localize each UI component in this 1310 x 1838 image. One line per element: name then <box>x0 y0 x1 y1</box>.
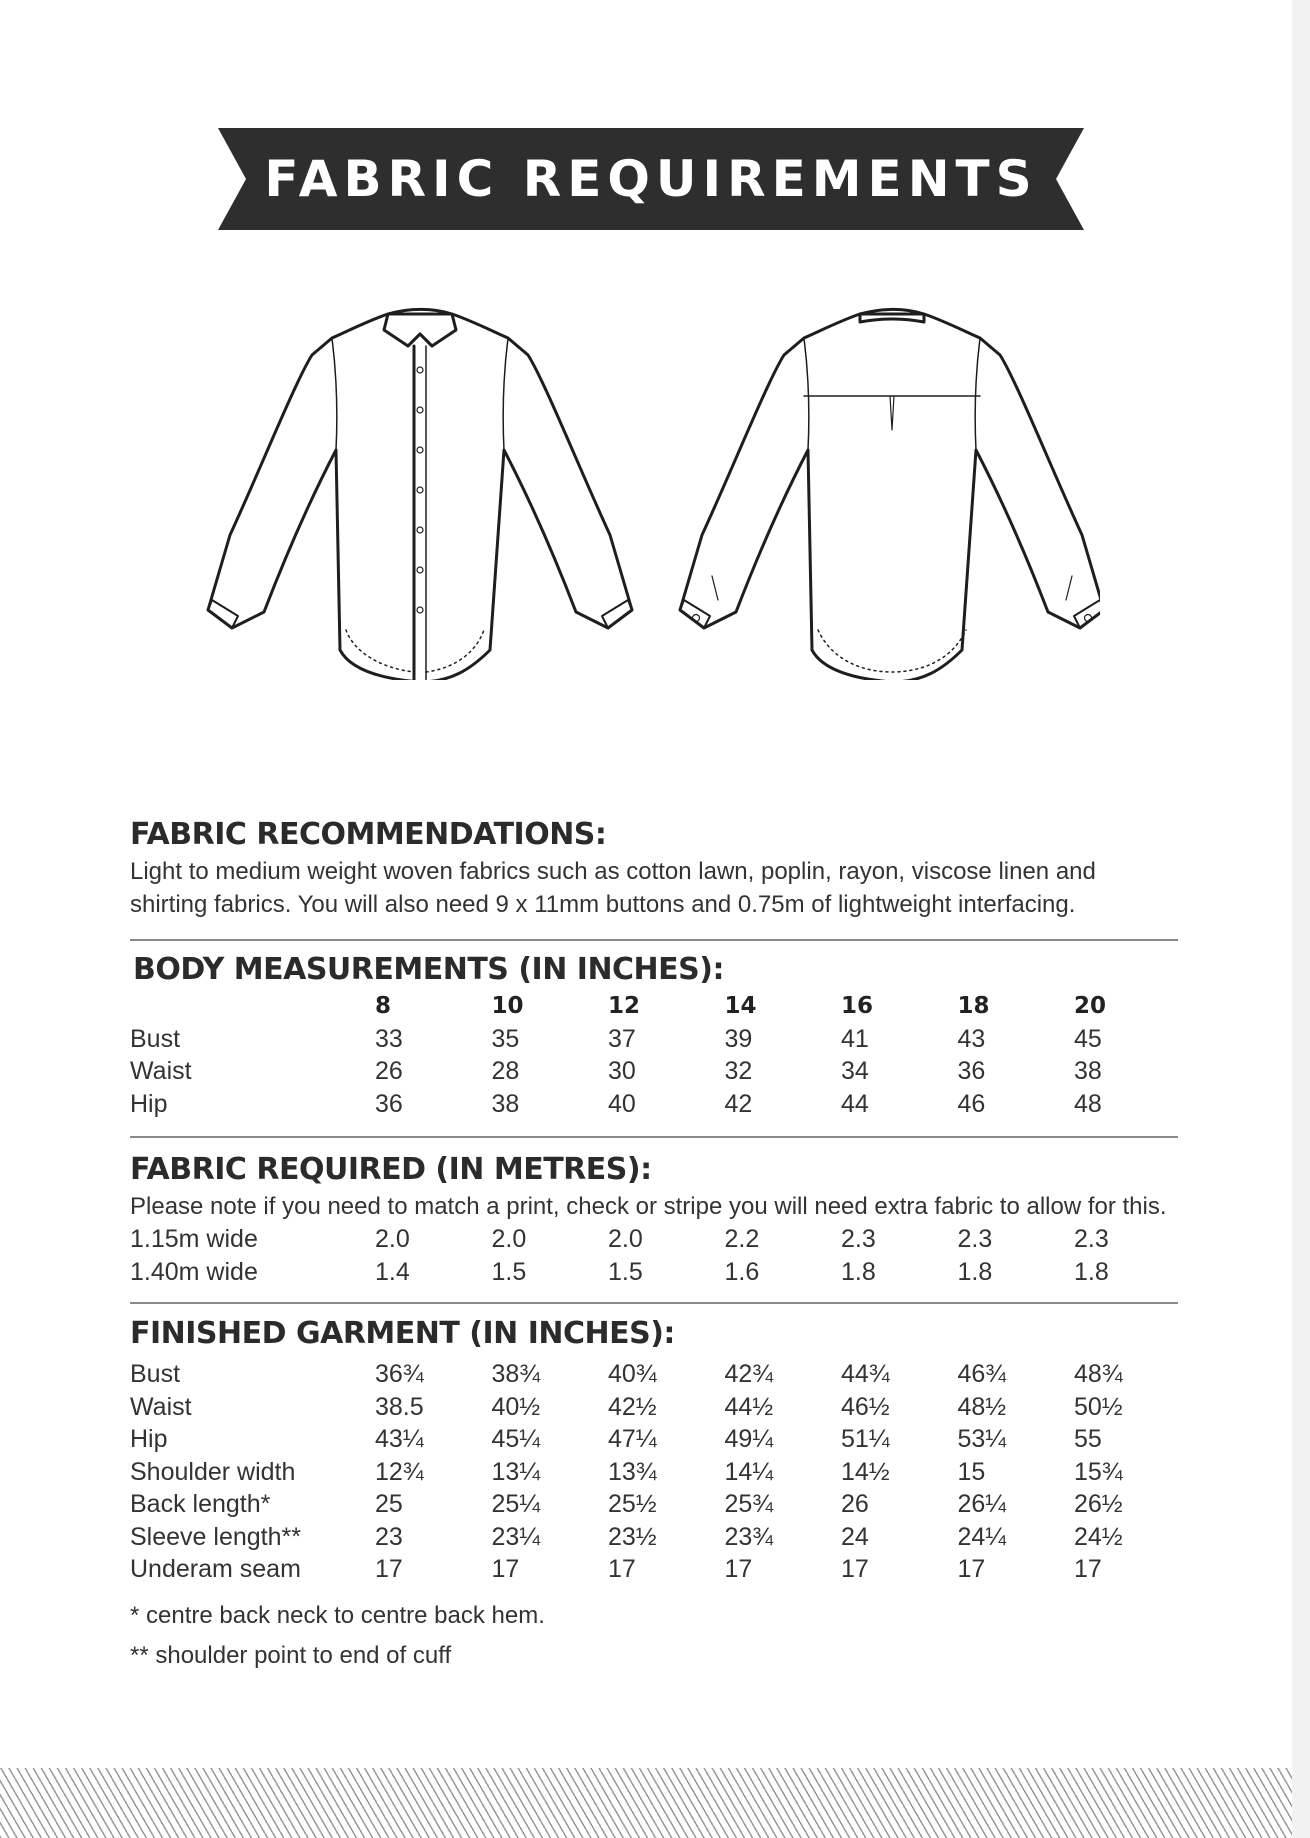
table-cell: 48 <box>1074 1089 1102 1118</box>
table-cell: 2.3 <box>1074 1225 1109 1253</box>
row-label: Back length* <box>130 1490 271 1518</box>
table-cell: 30 <box>608 1057 636 1085</box>
table-cell: 2.0 <box>375 1225 410 1253</box>
table-cell: 24¼ <box>957 1522 1007 1551</box>
table-cell: 17 <box>491 1555 520 1583</box>
table-cell: 55 <box>1074 1425 1102 1453</box>
table-cell: 38.5 <box>375 1392 424 1421</box>
table-cell: 44¾ <box>841 1360 890 1388</box>
table-cell: 41 <box>841 1024 869 1053</box>
fabric-recommendations-text: Light to medium weight woven fabrics such as cotton lawn, poplin, rayon, viscose linen and shirting fabrics. You will also need 9 x 11mm buttons and 0.75m of lightweight interfacing. <box>130 858 1096 918</box>
size-header: 16 <box>841 993 874 1019</box>
row-label: Waist <box>130 1057 192 1085</box>
table-cell: 35 <box>491 1024 520 1053</box>
table-cell: 25¾ <box>724 1490 774 1518</box>
table-cell: 36¾ <box>375 1360 424 1388</box>
table-cell: 2.3 <box>841 1225 876 1253</box>
table-cell: 17 <box>608 1555 636 1583</box>
table-cell: 15 <box>957 1457 986 1486</box>
row-label: Bust <box>130 1360 181 1388</box>
table-cell: 38¾ <box>491 1360 541 1388</box>
shirt-back-drawing <box>680 310 1100 681</box>
table-cell: 46 <box>957 1089 986 1118</box>
table-cell: 40¾ <box>608 1360 657 1388</box>
table-cell: 38 <box>491 1089 520 1118</box>
table-cell: 36 <box>375 1089 403 1118</box>
table-cell: 45 <box>1074 1024 1102 1053</box>
size-header: 12 <box>608 993 641 1019</box>
row-label: Underam seam <box>130 1555 301 1583</box>
footnote: * centre back neck to centre back hem. <box>130 1601 545 1629</box>
page-edge <box>1292 0 1310 1838</box>
table-cell: 46½ <box>841 1392 890 1421</box>
table-cell: 1.5 <box>608 1257 643 1286</box>
row-label: Hip <box>130 1089 168 1118</box>
table-cell: 24 <box>841 1522 869 1551</box>
table-cell: 50½ <box>1074 1392 1123 1421</box>
table-cell: 26½ <box>1074 1490 1123 1518</box>
hatched-footer-band <box>0 1768 1292 1838</box>
table-cell: 1.4 <box>375 1257 410 1286</box>
table-cell: 17 <box>957 1555 986 1583</box>
fabric-recommendations-heading: FABRIC RECOMMENDATIONS: <box>130 817 607 852</box>
table-cell: 2.0 <box>491 1225 527 1253</box>
size-header: 18 <box>957 993 990 1019</box>
table-cell: 43¼ <box>375 1425 424 1453</box>
row-label: Sleeve length** <box>130 1522 301 1551</box>
table-cell: 42½ <box>608 1392 657 1421</box>
table-cell: 42¾ <box>724 1360 774 1388</box>
row-label: Shoulder width <box>130 1457 296 1486</box>
table-cell: 24½ <box>1074 1522 1123 1551</box>
table-cell: 17 <box>1074 1555 1102 1583</box>
finished-garment-heading: FINISHED GARMENT (IN INCHES): <box>130 1316 675 1351</box>
table-cell: 1.8 <box>957 1257 993 1286</box>
table-cell: 40½ <box>491 1392 541 1421</box>
table-cell: 1.8 <box>841 1257 876 1286</box>
table-cell: 32 <box>724 1057 753 1085</box>
table-cell: 1.8 <box>1074 1257 1109 1286</box>
table-cell: 40 <box>608 1089 636 1118</box>
table-cell: 26 <box>375 1057 403 1085</box>
divider <box>130 939 1178 941</box>
table-cell: 44 <box>841 1089 869 1118</box>
fabric-info <box>130 815 1178 1676</box>
table-cell: 33 <box>375 1024 403 1053</box>
table-cell: 49¼ <box>724 1425 774 1453</box>
table-cell: 47¼ <box>608 1425 657 1453</box>
row-label: 1.15m wide <box>130 1225 258 1253</box>
footnote: ** shoulder point to end of cuff <box>130 1641 452 1669</box>
shirt-front-drawing <box>208 310 632 681</box>
row-label: 1.40m wide <box>130 1257 258 1286</box>
table-cell: 25¼ <box>491 1490 541 1518</box>
table-cell: 42 <box>724 1089 753 1118</box>
finished-garment-table <box>130 1358 1178 1586</box>
row-label: Hip <box>130 1425 168 1453</box>
table-cell: 36 <box>957 1057 986 1085</box>
title-banner <box>218 128 1084 230</box>
fabric-required-table <box>130 1223 1178 1288</box>
table-cell: 28 <box>491 1057 520 1085</box>
size-header: 14 <box>724 993 757 1019</box>
table-cell: 25 <box>375 1490 403 1518</box>
table-cell: 26¼ <box>957 1490 1007 1518</box>
table-cell: 26 <box>841 1490 869 1518</box>
table-cell: 14½ <box>841 1457 890 1486</box>
divider <box>130 1136 1178 1138</box>
table-cell: 23 <box>375 1522 403 1551</box>
table-cell: 23¼ <box>491 1522 541 1551</box>
table-cell: 2.0 <box>608 1225 643 1253</box>
body-measurements-table <box>130 990 1178 1120</box>
table-cell: 25½ <box>608 1490 657 1518</box>
table-cell: 48½ <box>957 1392 1007 1421</box>
fabric-required-heading: FABRIC REQUIRED (IN METRES): <box>130 1152 652 1187</box>
size-header: 20 <box>1074 993 1107 1019</box>
table-cell: 1.6 <box>724 1257 760 1286</box>
table-cell: 2.2 <box>724 1225 760 1253</box>
table-cell: 43 <box>957 1024 986 1053</box>
table-cell: 53¼ <box>957 1425 1007 1453</box>
table-cell: 51¼ <box>841 1425 890 1453</box>
table-cell: 23¾ <box>724 1522 774 1551</box>
table-cell: 48¾ <box>1074 1360 1123 1388</box>
table-cell: 1.5 <box>491 1257 527 1286</box>
table-cell: 13¾ <box>608 1457 657 1486</box>
table-cell: 17 <box>724 1555 753 1583</box>
table-cell: 45¼ <box>491 1425 541 1453</box>
divider <box>130 1302 1178 1304</box>
table-cell: 38 <box>1074 1057 1102 1085</box>
table-cell: 2.3 <box>957 1225 993 1253</box>
size-header: 10 <box>491 993 524 1019</box>
table-cell: 12¾ <box>375 1457 424 1486</box>
table-cell: 34 <box>841 1057 869 1085</box>
shirt-illustrations <box>200 300 1100 680</box>
table-cell: 39 <box>724 1024 753 1053</box>
table-cell: 13¼ <box>491 1457 541 1486</box>
table-cell: 15¾ <box>1074 1457 1123 1486</box>
page-title: FABRIC REQUIREMENTS <box>264 150 1038 208</box>
table-cell: 46¾ <box>957 1360 1007 1388</box>
size-header: 8 <box>375 993 392 1019</box>
table-cell: 17 <box>841 1555 869 1583</box>
table-cell: 17 <box>375 1555 403 1583</box>
table-cell: 44½ <box>724 1392 774 1421</box>
body-measurements-heading: BODY MEASUREMENTS (IN INCHES): <box>133 952 724 987</box>
table-cell: 14¼ <box>724 1457 774 1486</box>
table-cell: 23½ <box>608 1522 657 1551</box>
row-label: Waist <box>130 1392 192 1421</box>
table-cell: 37 <box>608 1024 636 1053</box>
row-label: Bust <box>130 1024 181 1053</box>
fabric-required-note: Please note if you need to match a print, check or stripe you will need extra fabric to allow for this. <box>130 1193 1167 1220</box>
